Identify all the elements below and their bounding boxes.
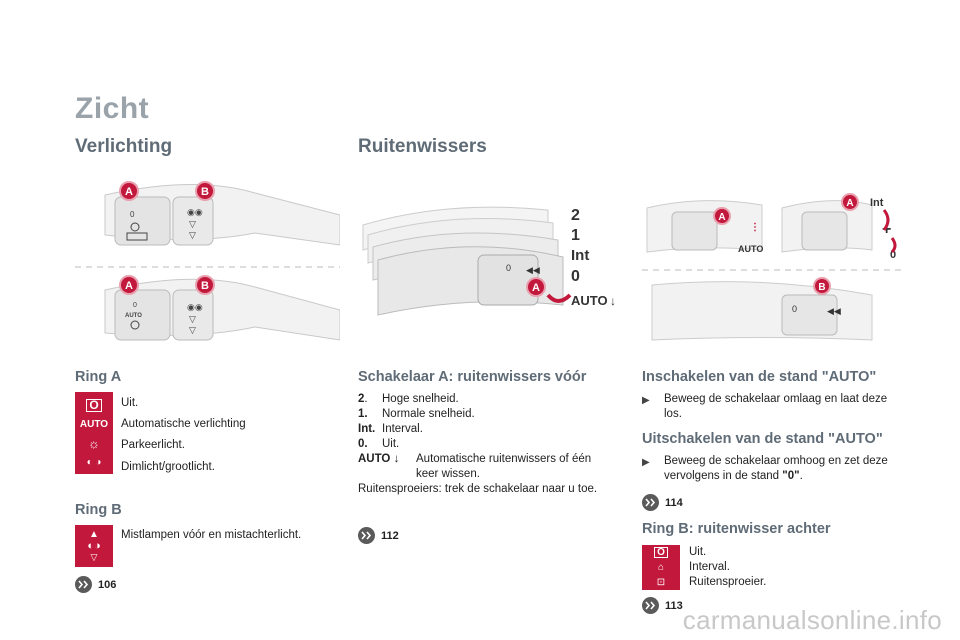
svg-text:B: B [201,280,209,292]
svg-text:0: 0 [133,302,137,309]
ring-b-title: Ring B [75,502,122,518]
page-link-icon [75,576,92,593]
svg-text:2: 2 [571,207,580,224]
ring-b-achter-title: Ring B: ruitenwisser achter [642,521,831,537]
svg-text:A: A [846,198,854,209]
svg-text:◀◀: ◀◀ [526,265,540,275]
svg-text:0: 0 [571,268,580,285]
page-link-icon [642,597,659,614]
uitschakelen-title: Uitschakelen van de stand "AUTO" [642,431,883,447]
svg-text:↓: ↓ [610,294,616,308]
svg-text:B: B [201,186,209,198]
ring-a-item-headlights: Dimlicht/grootlicht. [121,461,215,473]
section-title-verlichting: Verlichting [75,136,173,157]
list-item: Ruitensproeier. [689,576,767,588]
svg-text:▽: ▽ [189,325,196,335]
parking-light-icon: ☼ [88,435,100,451]
pageref-number: 114 [665,496,683,509]
ring-a-title: Ring A [75,369,122,385]
row-text: Uit. [382,438,400,450]
inschakelen-instruction [642,392,907,422]
svg-text:◉◉: ◉◉ [187,302,203,312]
svg-text:◀◀: ◀◀ [827,306,841,316]
svg-text:0: 0 [792,304,798,314]
list-item: Interval. [689,561,730,573]
speed-row-2 [358,392,620,407]
badge-a-top-light [120,182,138,200]
svg-text:⋮: ⋮ [750,222,760,233]
page-link-icon [358,527,375,544]
pageref-113[interactable] [642,597,683,614]
row-text: Interval. [382,423,423,435]
row-text: Automatische ruitenwissers of één keer wissen. [416,453,592,480]
ring-a-item-parking: Parkeerlicht. [121,439,185,451]
svg-text:▽: ▽ [189,219,196,229]
svg-text:0: 0 [130,210,135,219]
svg-text:0: 0 [506,263,512,273]
svg-text:AUTO: AUTO [738,244,764,254]
arrow-bullet-icon: ▶ [642,457,650,468]
arrow-down-icon: ↓ [393,453,400,465]
svg-text:▽: ▽ [189,314,196,324]
svg-text:A: A [718,212,726,223]
row-key: 1. [358,408,368,420]
row-text: Hoge snelheid. [382,393,459,405]
pageref-number: 113 [665,599,683,612]
pageref-106[interactable] [75,576,116,593]
pageref-number: 112 [381,529,399,542]
speed-row-1 [358,407,620,422]
svg-text:AUTO: AUTO [125,313,142,319]
ring-b-achter-icon-column [642,545,680,590]
svg-text:◉◉: ◉◉ [187,207,203,217]
row-key: Int. [358,423,376,435]
auto-key: AUTO ↓ [358,453,400,465]
ring-a-icon-column [75,392,113,474]
row-text: Normale snelheid. [382,408,475,420]
svg-text:0: 0 [890,249,897,261]
ring-a-item-off: Uit. [121,397,139,409]
auto-icon: AUTO [79,418,109,430]
inschakelen-title: Inschakelen van de stand "AUTO" [642,369,877,385]
rear-washer-icon: ⊡ [656,576,666,588]
svg-text:A: A [125,186,133,198]
svg-text:A: A [532,282,540,294]
schakelaar-a-title: Schakelaar A: ruitenwissers vóór [358,369,587,385]
rear-wiper-interval-icon: ⌂ [657,561,665,573]
ring-a-item-auto: Automatische verlichting [121,418,246,430]
row-key: 0. [358,438,368,450]
instruction-text: Beweeg de schakelaar omhoog en zet deze vervolgens in de stand "0". [664,455,888,482]
ring-b-achter-list [689,545,766,590]
schakelaar-a-list [358,392,620,497]
off-zero-icon: O [654,547,668,558]
svg-text:A: A [125,280,133,292]
instruction-text: Beweeg de schakelaar omlaag en laat deze los. [664,393,888,420]
svg-text:Int: Int [571,247,590,264]
arrow-bullet-icon: ▶ [642,395,650,406]
pageref-114[interactable] [642,494,683,511]
svg-text:B: B [818,282,826,293]
speed-row-0 [358,437,620,452]
watermark: carmanualsonline.info [682,605,942,635]
section-title-ruitenwissers: Ruitenwissers [358,136,487,157]
auto-wiper-illustration [642,190,904,350]
lighting-stalk-illustration [75,175,340,355]
off-zero-icon: O [86,399,101,412]
ring-b-item-fog: Mistlampen vóór en mistachterlicht. [121,529,302,541]
svg-text:AUTO: AUTO [571,293,608,308]
svg-text:1: 1 [571,227,580,244]
washer-text: Ruitensproeiers: trek de schakelaar naar u toe. [358,483,598,495]
list-item: Uit. [689,546,707,558]
row-key: 2. [358,393,368,405]
svg-text:▽: ▽ [189,230,196,240]
speed-row-auto [358,452,620,482]
svg-text:+: + [882,221,892,238]
headlights-icon: ◐ ◑ [86,456,102,468]
pageref-number: 106 [98,578,117,591]
pageref-112[interactable] [358,527,399,544]
svg-text:Int: Int [870,197,884,209]
page-link-icon [642,494,659,511]
wiper-stalk-illustration [358,195,620,325]
page-title: Zicht [75,92,150,125]
speed-row-int [358,422,620,437]
fog-lights-icon: ▲ ◐◑ ▽ [75,525,113,567]
uitschakelen-instruction [642,454,907,484]
